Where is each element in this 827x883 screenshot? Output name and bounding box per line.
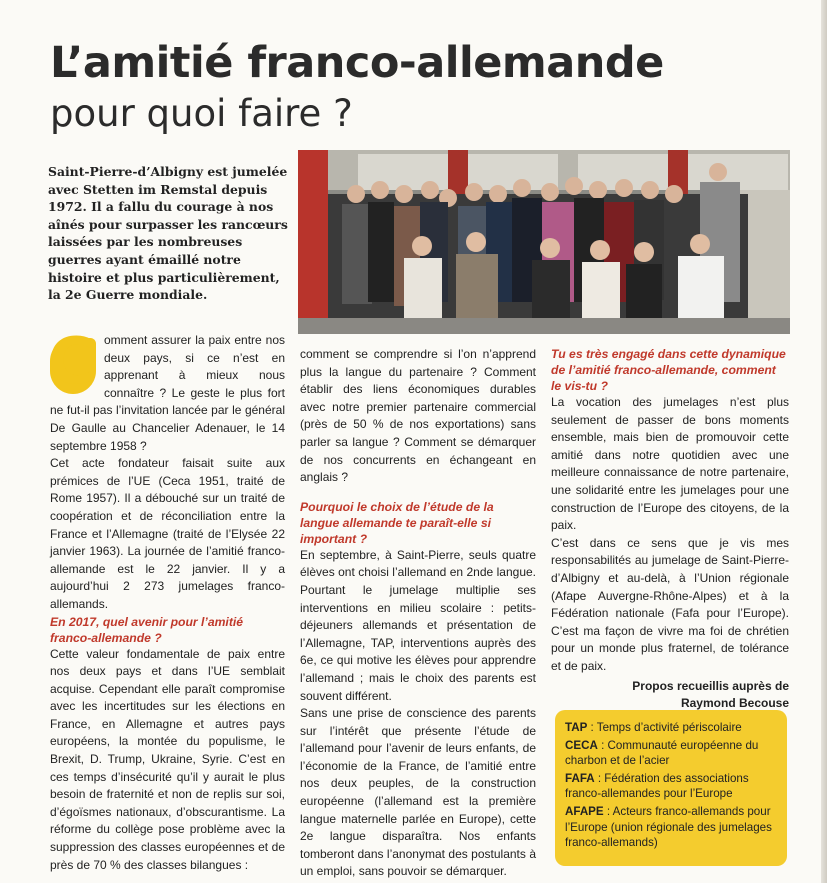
glossary-entry	[565, 738, 779, 769]
byline	[551, 678, 789, 712]
group-photo-icon	[298, 150, 790, 334]
byline-line-2: Raymond Becouse	[680, 695, 789, 710]
glossary-definition: : Fédération des associations franco-allemandes pour l’Europe	[565, 771, 749, 801]
paragraph: La vocation des jumelages n’est plus seulement de passer de bons moments ensemble, mais bien de promouvoir cette amitié dans notre quotidien avec une meilleure connaissance de notre partenaire, une solidarité entre les jumelages pour une construction de l’Europe des citoyens, de la paix.	[551, 395, 789, 533]
glossary-entry	[565, 771, 779, 802]
glossary-definition: : Acteurs franco-allemands pour l’Europe (union régionale des jumelages franco-allemands)	[565, 804, 772, 850]
byline-line-1: Propos recueillis auprès de	[632, 678, 789, 693]
article-subtitle: pour quoi faire ?	[50, 92, 353, 135]
glossary-entry	[565, 804, 779, 851]
glossary-term: TAP	[565, 721, 588, 734]
question-heading: Tu es très engagé dans cette dynamique de l’amitié franco-allemande, comment le vis-tu ?	[551, 347, 786, 393]
paragraph: Cet acte fondateur faisait suite aux prémices de l’UE (Ceca 1951, traité de Rome 1957). Il a débouché sur un traité de coopération et de réconciliation entre la France et l’Allemagne (traité de l’Elysée 22 janvier 1963). La journée de l’amitié franco-allemande est le 22 janvier. Il y a aujourd’hui 2 273 jumelages franco-allemands.	[50, 456, 285, 611]
dropcap-letter: C	[48, 325, 95, 399]
article-intro: Saint-Pierre-d’Albigny est jumelée avec Stetten im Remstal depuis 1972. Il a fallu du courage à nos aînés pour surpasser les rancœurs laissées par les nombreuses guerres ayant émaillé notre histoire et plus particulièrement, la 2e Guerre mondiale.	[48, 164, 288, 303]
glossary-term: CECA	[565, 738, 598, 752]
paragraph: En septembre, à Saint-Pierre, seuls quatre élèves ont choisi l’allemand en 2nde langue. Pourtant le jumelage multiplie ses interventions en milieu scolaire : petits-déjeuners allemands et présentation de l’Allemagne, TAP, interventions auprès des 6e, ce qui motive les élèves pour apprendre l’allemand ; mais le choix des parents est souvent différent.	[300, 547, 536, 703]
question-heading: Pourquoi le choix de l’étude de la langue allemande te paraît-elle si important ?	[300, 499, 494, 546]
page-edge	[821, 0, 827, 883]
paragraph: omment assurer la paix entre nos deux pays, si ce n’est en apprenant à mieux nous connaître ? Le geste le plus fort ne fut-il pas l’invitation lancée par le général De Gaulle au Chancelier Adenauer, le 14 septembre 1958 ?	[50, 333, 285, 453]
glossary-term: AFAPE	[565, 804, 604, 818]
paragraph: Cette valeur fondamentale de paix entre nos deux pays et dans l’UE semblait acquise. Cependant elle paraît compromise avec les incertitudes sur les élections en France, en Allemagne et autres pays européens, la montée du populisme, le Brexit, D. Trump, Ukraine, Syrie. C’est en ces temps d’insécurité qu’il y aurait le plus besoin de fraternité et non de replis sur soi, d’égoïsmes nationaux, d’obscurantisme. La réforme du collège pose problème avec la suppression des classes européennes et de près de 70 % des classes bilangues :	[50, 646, 285, 872]
paragraph: C’est dans ce sens que je vis mes responsabilités au jumelage de Saint-Pierre-d’Albigny et au-delà, à l’Union régionale (Afape Auvergne-Rhône-Alpes) et à la Fédération nationale (Fafa pour l’Europe). C’est ma façon de vivre ma foi de chrétien pour un monde plus fraternel, de tolérance et de paix.	[551, 535, 789, 673]
glossary-box	[555, 710, 787, 866]
paragraph: Sans une prise de conscience des parents sur l’intérêt que présente l’étude de l’allemand pour l’avenir de leurs enfants, de l’économie de la France, de l’amitié entre nos deux peuples, de la construction européenne (l’allemand est la première langue maternelle parlée en Europe), cette 2e langue disparaîtra. Nos enfants tomberont dans l’anonymat des postulants à un emploi, sans pouvoir se démarquer.	[300, 706, 536, 879]
dropcap	[48, 325, 96, 399]
glossary-term: FAFA	[565, 771, 595, 785]
article-title: L’amitié franco-allemande	[50, 38, 664, 88]
glossary-definition: : Communauté européenne du charbon et de l’acier	[565, 738, 759, 768]
column-1	[48, 325, 285, 874]
glossary-definition: : Temps d’activité périscolaire	[587, 721, 742, 734]
group-photo	[298, 150, 790, 334]
column-3	[551, 346, 789, 712]
paragraph: comment se comprendre si l’on n’apprend plus la langue du partenaire ? Comment établir des liens économiques durables avec notre premier partenaire commercial (près de 50 % de nos exportations) sans parler sa langue ? Comment se démarquer de nos concurrents en échangeant en anglais ?	[300, 347, 536, 485]
column-2	[300, 346, 536, 881]
glossary-entry	[565, 720, 779, 736]
question-heading: En 2017, quel avenir pour l’amitié franco-allemande ?	[50, 614, 244, 645]
